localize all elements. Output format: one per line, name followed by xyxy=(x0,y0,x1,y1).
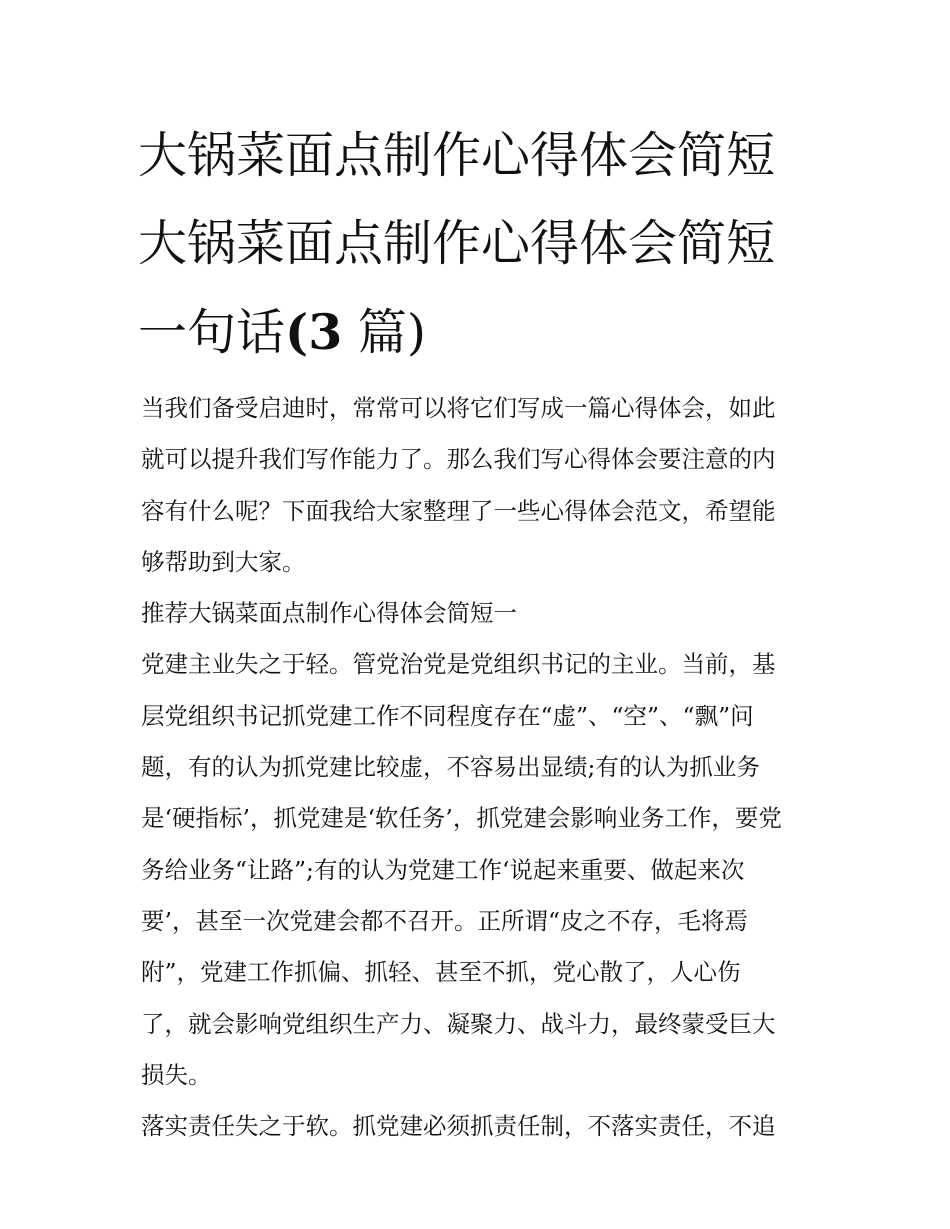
text-line: 推荐大锅菜面点制作心得体会简短一 xyxy=(141,599,517,628)
text-line: 题，有的认为抓党建比较虚，不容易出显绩;有的认为抓业务 xyxy=(141,753,760,782)
body-paragraph xyxy=(141,639,813,1101)
document-title xyxy=(138,112,813,377)
document-body xyxy=(141,383,813,1152)
intro-paragraph xyxy=(141,383,813,588)
text-line: 要’，甚至一次党建会都不召开。正所谓“皮之不存，毛将焉 xyxy=(141,906,748,935)
text-line: 是‘硬指标’，抓党建是‘软任务’，抓党建会影响业务工作，要党 xyxy=(141,804,782,833)
title-suffix: 篇) xyxy=(357,304,426,361)
title-count: (3 xyxy=(285,303,343,361)
title-line: 大锅菜面点制作心得体会简短 xyxy=(138,215,776,272)
text-line: 损失。 xyxy=(141,1060,212,1089)
text-line: 容有什么呢？下面我给大家整理了一些心得体会范文，希望能 xyxy=(141,496,776,525)
text-line: 附”，党建工作抓偏、抓轻、甚至不抓，党心散了，人心伤 xyxy=(141,958,741,987)
document-content xyxy=(138,112,813,1152)
body-paragraph xyxy=(141,1101,813,1152)
text-line: 够帮助到大家。 xyxy=(141,547,306,576)
text-line: 当我们备受启迪时，常常可以将它们写成一篇心得体会，如此 xyxy=(141,394,776,422)
text-line: 了，就会影响党组织生产力、凝聚力、战斗力，最终蒙受巨大 xyxy=(141,1009,776,1038)
title-text: 一句话 xyxy=(138,304,286,361)
title-line: 大锅菜面点制作心得体会简短 xyxy=(138,127,776,184)
section-heading xyxy=(141,588,813,639)
text-line: 就可以提升我们写作能力了。那么我们写心得体会要注意的内 xyxy=(141,445,776,474)
text-line: 党建主业失之于轻。管党治党是党组织书记的主业。当前，基 xyxy=(141,650,776,679)
title-line xyxy=(138,288,813,377)
text-line: 落实责任失之于软。抓党建必须抓责任制，不落实责任，不追 xyxy=(141,1112,776,1141)
text-line: 务给业务“让路”;有的认为党建工作‘说起来重要、做起来次 xyxy=(141,855,745,884)
text-line: 层党组织书记抓党建工作不同程度存在“虚”、“空”、“飘”问 xyxy=(141,701,754,730)
